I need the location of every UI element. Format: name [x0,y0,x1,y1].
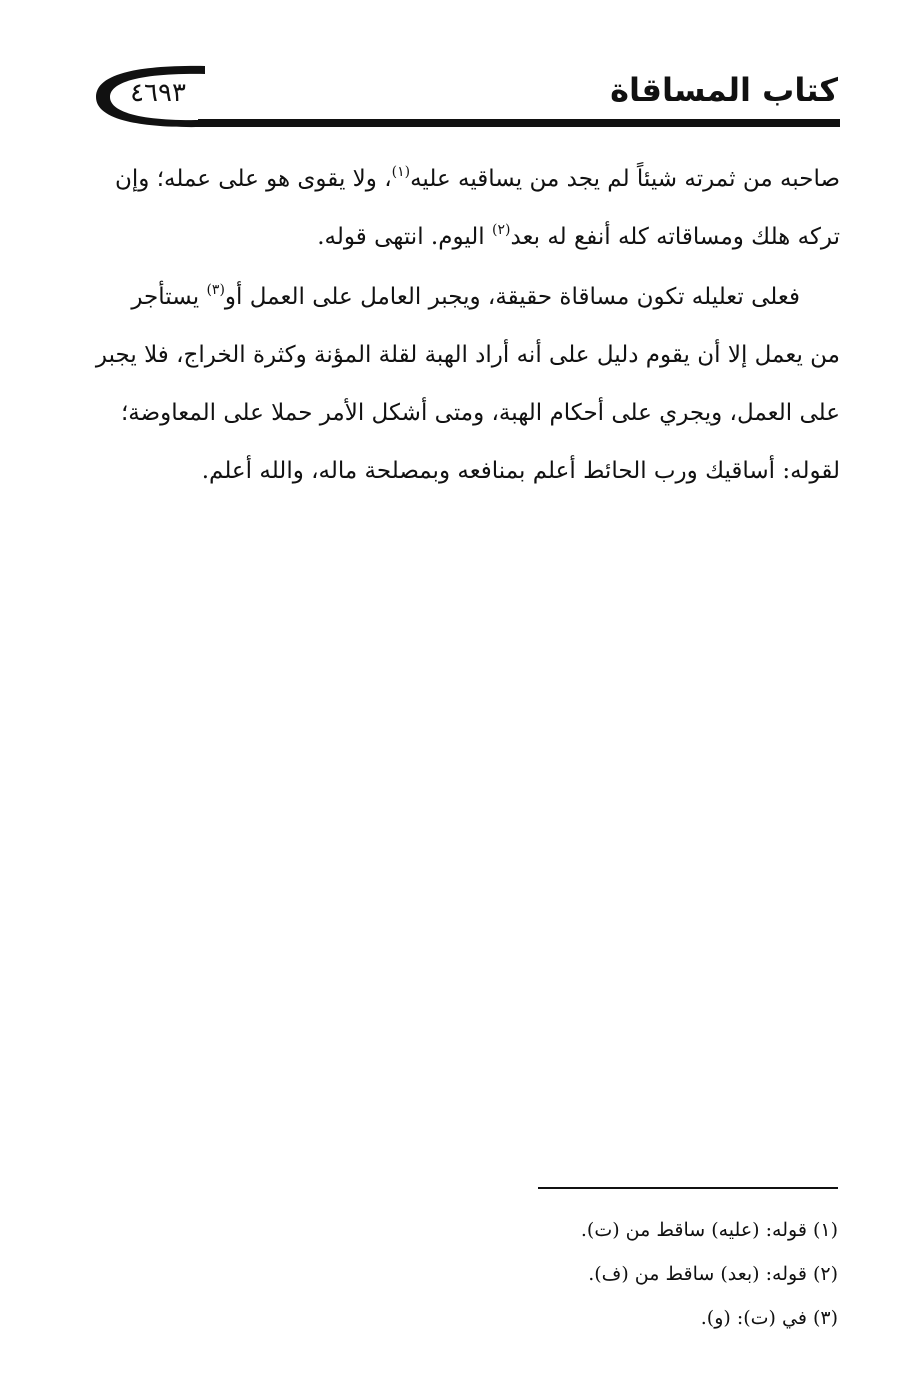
header-rule [198,119,840,127]
text-line: صاحبه من ثمرته شيئاً لم يجد من يساقيه عليه$^{(١)}$، ولا يقوى هو على عمله؛ وإن [115,164,840,192]
footnote-ref-1: (١) [391,164,411,180]
text-line: على العمل، ويجري على أحكام الهبة، ومتى أشكل الأمر حملا على المعاوضة؛ [120,400,840,426]
footnote-1: (١) قوله: (عليه) ساقط من (ت). [580,1219,838,1241]
footnote-2: (٢) قوله: (بعد) ساقط من (ف). [588,1263,838,1285]
page-number: ٤٦٩٣ [130,78,186,108]
footnote-separator [538,1187,838,1189]
footnotes [581,1208,838,1340]
paragraph-1 [96,150,840,266]
chapter-title: كتاب المساقاة [610,71,838,109]
page-header [0,0,920,140]
text-line: تركه هلك ومساقاته كله أنفع له بعد$^{(٢)}$ اليوم. انتهى قوله. [317,222,840,250]
text-line: لقوله: أساقيك ورب الحائط أعلم بمنافعه وبمصلحة ماله، والله أعلم. [201,458,840,484]
header-ornament [0,0,920,140]
text-line: فعلى تعليله تكون مساقاة حقيقة، ويجبر العامل على العمل أو$^{(٣)}$ يستأجر [131,282,800,310]
footnote-3: (٣) في (ت): (و). [700,1307,838,1329]
footnote-ref-2: (٢) [492,222,511,238]
footnote-ref-3: (٣) [206,282,225,298]
text-line: من يعمل إلا أن يقوم دليل على أنه أراد الهبة لقلة المؤنة وكثرة الخراج، فلا يجبر [95,342,840,368]
paragraph-2 [96,268,840,500]
